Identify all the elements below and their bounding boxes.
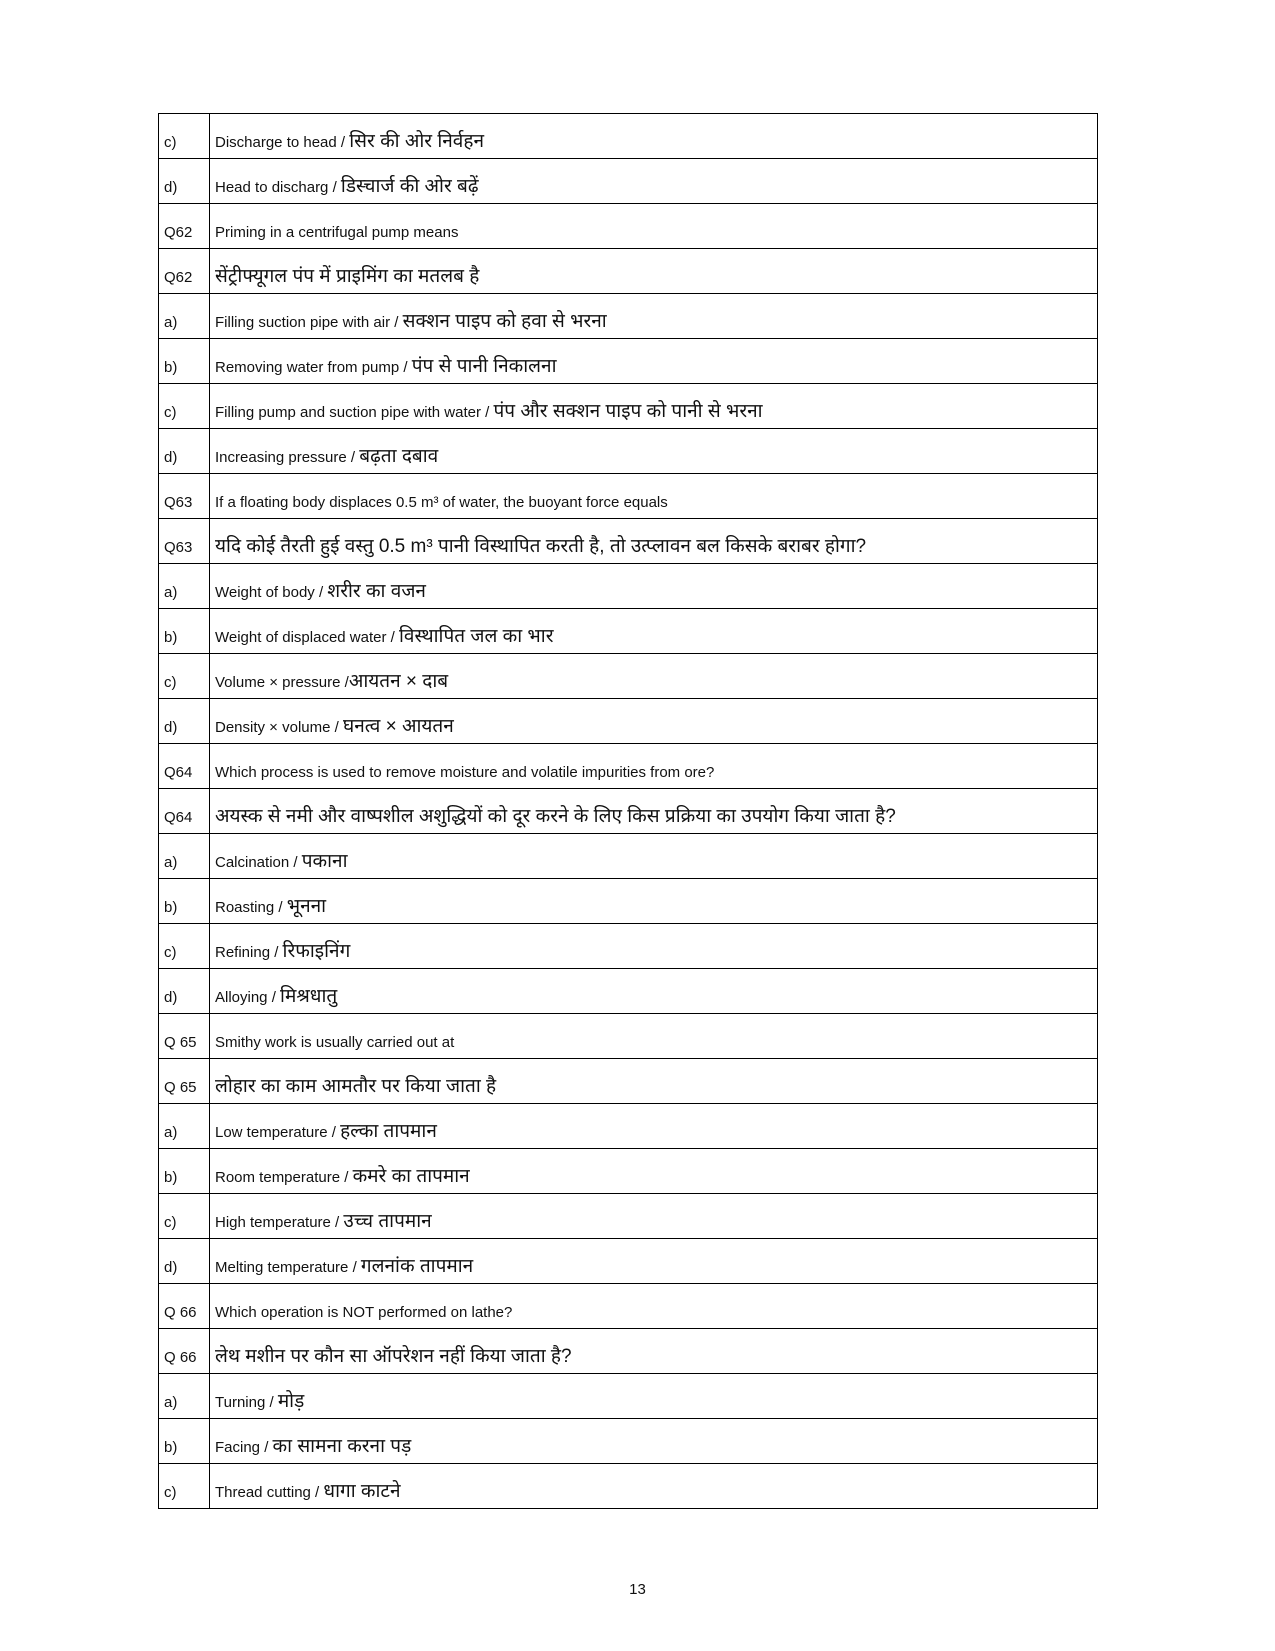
- row-label: Q 66: [159, 1329, 210, 1374]
- page-number: 13: [629, 1581, 646, 1598]
- row-text: [210, 339, 1098, 384]
- row-text: [210, 1374, 1098, 1419]
- table-row: [159, 1419, 1098, 1464]
- row-text: [210, 1014, 1098, 1059]
- row-label: b): [159, 1419, 210, 1464]
- row-text: [210, 1419, 1098, 1464]
- row-text-english: High temperature /: [215, 1213, 344, 1231]
- row-text-hindi: भूनना: [286, 895, 327, 917]
- row-text: [210, 114, 1098, 159]
- row-label: d): [159, 1239, 210, 1284]
- row-label: Q64: [159, 789, 210, 834]
- table-row: [159, 294, 1098, 339]
- row-text: [210, 1059, 1098, 1104]
- row-text: [210, 1464, 1098, 1509]
- row-text-hindi: पंप से पानी निकालना: [411, 355, 557, 377]
- row-text: [210, 519, 1098, 564]
- table-row: [159, 1059, 1098, 1104]
- row-text-hindi: गलनांक तापमान: [360, 1255, 474, 1277]
- row-text: [210, 1284, 1098, 1329]
- row-text-english: Turning /: [215, 1393, 278, 1411]
- row-text: [210, 1329, 1098, 1374]
- row-text-english: Which process is used to remove moisture and volatile impurities from ore?: [215, 763, 715, 781]
- row-text-english: Melting temperature /: [215, 1258, 361, 1276]
- row-label: c): [159, 114, 210, 159]
- question-table-body: [159, 114, 1098, 1509]
- row-text-english: Roasting /: [215, 898, 287, 916]
- table-row: [159, 1464, 1098, 1509]
- table-row: [159, 1239, 1098, 1284]
- table-row: [159, 429, 1098, 474]
- row-text-hindi: यदि कोई तैरती हुई वस्तु 0.5 m³ पानी विस्थापित करती है, तो उत्प्लावन बल किसके बराबर होगा?: [215, 535, 867, 557]
- table-row: [159, 1194, 1098, 1239]
- table-row: [159, 474, 1098, 519]
- row-text-english: Low temperature /: [215, 1123, 341, 1141]
- row-label: Q 65: [159, 1014, 210, 1059]
- row-text-english: Filling suction pipe with air /: [215, 313, 403, 331]
- question-table: [158, 113, 1098, 1509]
- row-text-english: Calcination /: [215, 853, 302, 871]
- row-label: b): [159, 879, 210, 924]
- row-text-hindi: लोहार का काम आमतौर पर किया जाता है: [215, 1075, 497, 1097]
- row-label: Q64: [159, 744, 210, 789]
- row-text: [210, 654, 1098, 699]
- table-row: [159, 924, 1098, 969]
- row-text-hindi: डिस्चार्ज की ओर बढ़ें: [340, 175, 479, 197]
- row-label: Q 65: [159, 1059, 210, 1104]
- table-row: [159, 969, 1098, 1014]
- row-text-english: Removing water from pump /: [215, 358, 412, 376]
- row-label: Q62: [159, 249, 210, 294]
- row-text: [210, 294, 1098, 339]
- row-text-english: Weight of body /: [215, 583, 328, 601]
- row-text: [210, 204, 1098, 249]
- row-text: [210, 1239, 1098, 1284]
- row-text-hindi: का सामना करना पड़: [272, 1435, 412, 1457]
- row-text: [210, 384, 1098, 429]
- row-text-hindi: लेथ मशीन पर कौन सा ऑपरेशन नहीं किया जाता है?: [215, 1345, 572, 1367]
- row-label: a): [159, 564, 210, 609]
- row-text-hindi: उच्च तापमान: [343, 1210, 432, 1232]
- table-row: [159, 384, 1098, 429]
- row-label: Q 66: [159, 1284, 210, 1329]
- row-text-hindi: मोड़: [277, 1390, 305, 1412]
- row-label: a): [159, 1104, 210, 1149]
- row-text-english: Alloying /: [215, 988, 281, 1006]
- row-text-english: If a floating body displaces 0.5 m³ of water, the buoyant force equals: [215, 493, 668, 511]
- row-label: Q63: [159, 474, 210, 519]
- row-label: Q62: [159, 204, 210, 249]
- row-text: [210, 609, 1098, 654]
- row-text-hindi: बढ़ता दबाव: [359, 445, 439, 467]
- table-row: [159, 1014, 1098, 1059]
- row-text-english: Increasing pressure /: [215, 448, 360, 466]
- row-label: a): [159, 1374, 210, 1419]
- row-text-english: Discharge to head /: [215, 133, 350, 151]
- table-row: [159, 1284, 1098, 1329]
- row-text-hindi: आयतन × दाब: [348, 670, 449, 692]
- row-label: Q63: [159, 519, 210, 564]
- row-label: b): [159, 339, 210, 384]
- row-text-hindi: शरीर का वजन: [327, 580, 426, 602]
- table-row: [159, 1104, 1098, 1149]
- row-text: [210, 564, 1098, 609]
- row-text-hindi: सेंट्रीफ्यूगल पंप में प्राइमिंग का मतलब है: [215, 265, 480, 287]
- row-text-hindi: विस्थापित जल का भार: [398, 625, 554, 647]
- table-row: [159, 1149, 1098, 1194]
- table-row: [159, 204, 1098, 249]
- row-label: d): [159, 699, 210, 744]
- table-row: [159, 879, 1098, 924]
- row-label: c): [159, 654, 210, 699]
- row-label: c): [159, 1464, 210, 1509]
- table-row: [159, 249, 1098, 294]
- row-label: d): [159, 429, 210, 474]
- row-text-english: Filling pump and suction pipe with water /: [215, 403, 494, 421]
- row-text-hindi: अयस्क से नमी और वाष्पशील अशुद्धियों को दूर करने के लिए किस प्रक्रिया का उपयोग किया जाता है?: [215, 805, 896, 827]
- row-text: [210, 1149, 1098, 1194]
- row-text-hindi: मिश्रधातु: [280, 985, 338, 1007]
- row-text-hindi: कमरे का तापमान: [352, 1165, 470, 1187]
- row-text-hindi: रिफाइनिंग: [282, 940, 351, 962]
- row-label: b): [159, 609, 210, 654]
- row-text-english: Thread cutting /: [215, 1483, 324, 1501]
- table-row: [159, 159, 1098, 204]
- row-text-english: Density × volume /: [215, 718, 343, 736]
- table-row: [159, 654, 1098, 699]
- table-row: [159, 699, 1098, 744]
- row-text-english: Volume × pressure /: [215, 673, 349, 691]
- table-row: [159, 339, 1098, 384]
- row-text-english: Smithy work is usually carried out at: [215, 1033, 455, 1051]
- row-text: [210, 834, 1098, 879]
- table-row: [159, 1329, 1098, 1374]
- row-text-hindi: हल्का तापमान: [340, 1120, 437, 1142]
- table-row: [159, 519, 1098, 564]
- row-label: d): [159, 969, 210, 1014]
- table-row: [159, 114, 1098, 159]
- row-text-hindi: धागा काटने: [323, 1480, 401, 1502]
- row-text: [210, 159, 1098, 204]
- row-text-hindi: सिर की ओर निर्वहन: [349, 130, 485, 152]
- row-text-hindi: पकाना: [301, 850, 348, 872]
- row-label: a): [159, 294, 210, 339]
- row-text-hindi: सक्शन पाइप को हवा से भरना: [402, 310, 607, 332]
- row-text: [210, 744, 1098, 789]
- table-row: [159, 1374, 1098, 1419]
- row-text: [210, 699, 1098, 744]
- row-text-hindi: घनत्व × आयतन: [342, 715, 454, 737]
- table-row: [159, 744, 1098, 789]
- row-text: [210, 429, 1098, 474]
- table-row: [159, 564, 1098, 609]
- row-text: [210, 1194, 1098, 1239]
- table-row: [159, 609, 1098, 654]
- row-text-english: Priming in a centrifugal pump means: [215, 223, 459, 241]
- row-text-english: Room temperature /: [215, 1168, 353, 1186]
- row-label: c): [159, 924, 210, 969]
- row-label: d): [159, 159, 210, 204]
- row-text: [210, 249, 1098, 294]
- row-text-english: Head to discharg /: [215, 178, 341, 196]
- row-label: c): [159, 1194, 210, 1239]
- row-text: [210, 969, 1098, 1014]
- table-row: [159, 789, 1098, 834]
- row-text: [210, 474, 1098, 519]
- row-label: b): [159, 1149, 210, 1194]
- row-label: c): [159, 384, 210, 429]
- row-text: [210, 879, 1098, 924]
- row-label: a): [159, 834, 210, 879]
- row-text-english: Facing /: [215, 1438, 273, 1456]
- row-text-english: Weight of displaced water /: [215, 628, 399, 646]
- row-text: [210, 1104, 1098, 1149]
- row-text-english: Which operation is NOT performed on lathe?: [215, 1303, 513, 1321]
- row-text-english: Refining /: [215, 943, 283, 961]
- row-text-hindi: पंप और सक्शन पाइप को पानी से भरना: [493, 400, 763, 422]
- row-text: [210, 789, 1098, 834]
- row-text: [210, 924, 1098, 969]
- table-row: [159, 834, 1098, 879]
